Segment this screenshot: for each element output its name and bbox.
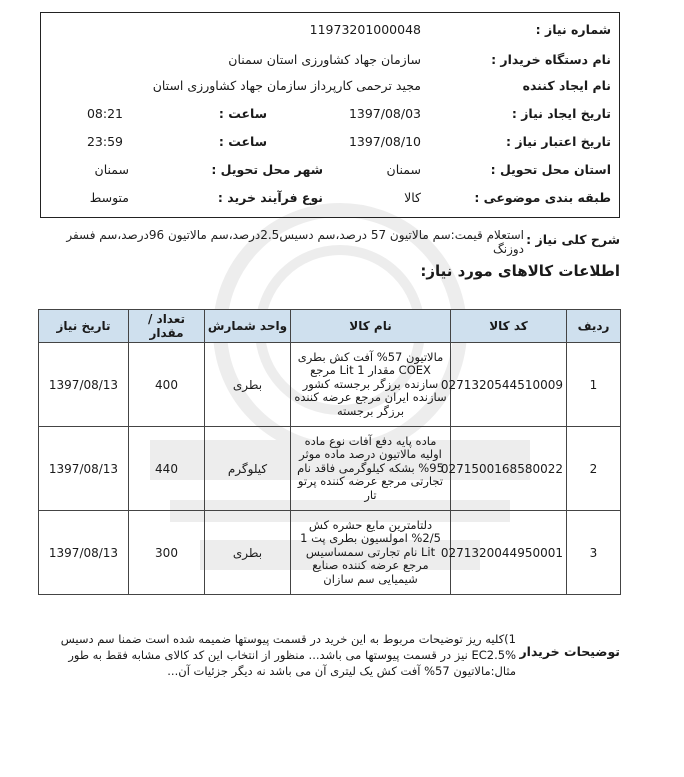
header-need-date: تاریخ نیاز xyxy=(39,310,129,343)
cell-goods-name: مالاتیون 57% آفت کش بطری COEX مقدار 1 Lit مرجع سازنده برزگر برجسته کشور سازنده ایران مرجع عرضه کننده برزگر برجسته xyxy=(291,343,451,427)
header-goods-name: نام کالا xyxy=(291,310,451,343)
category-row xyxy=(41,187,619,209)
city-label: شهر محل تحویل : xyxy=(211,162,323,177)
table-row xyxy=(39,343,621,427)
cell-goods-code: 0271500168580022 xyxy=(451,427,567,511)
process-value: متوسط xyxy=(89,190,129,205)
goods-section-title: اطلاعات کالاهای مورد نیاز: xyxy=(420,262,620,280)
description-text: استعلام قیمت:سم مالاتیون 57 درصد،سم دسیس2.5درصد،سم مالاتیون 96درصد،سم فسفر دوزنگ xyxy=(66,228,524,256)
table-header-row xyxy=(39,310,621,343)
created-date-row xyxy=(41,103,619,125)
creator-label: نام ایجاد کننده xyxy=(522,78,611,93)
province-label: استان محل تحویل : xyxy=(490,162,611,177)
header-goods-code: کد کالا xyxy=(451,310,567,343)
cell-goods-name: ماده پایه دفع آفات نوع ماده اولیه مالاتیون درصد ماده موثر 95% بشکه کیلوگرمی فاقد نام تجارتی مرجع عرضه کننده پرتو تار xyxy=(291,427,451,511)
goods-table xyxy=(38,309,621,595)
cell-unit: بطری xyxy=(205,343,291,427)
cell-quantity: 440 xyxy=(129,427,205,511)
description-label: شرح کلی نیاز : xyxy=(526,232,620,247)
buyer-notes-label: توضیحات خریدار xyxy=(519,644,620,659)
category-value: کالا xyxy=(404,190,421,205)
cell-need-date: 1397/08/13 xyxy=(39,511,129,595)
created-date-value: 1397/08/03 xyxy=(348,106,421,121)
cell-unit: کیلوگرم xyxy=(205,427,291,511)
buyer-org-row xyxy=(41,49,619,71)
category-label: طبقه بندی موضوعی : xyxy=(474,190,611,205)
header-row-number: ردیف xyxy=(567,310,621,343)
cell-quantity: 300 xyxy=(129,511,205,595)
created-time-value: 08:21 xyxy=(86,106,123,121)
cell-goods-code: 0271320544510009 xyxy=(451,343,567,427)
cell-unit: بطری xyxy=(205,511,291,595)
province-value: سمنان xyxy=(386,162,421,177)
validity-time-label: ساعت : xyxy=(218,134,267,149)
buyer-org-label: نام دستگاه خریدار : xyxy=(491,52,611,67)
need-number-row xyxy=(41,19,619,41)
validity-date-value: 1397/08/10 xyxy=(348,134,421,149)
cell-goods-name: دلتامترین مایع حشره کش 2/5% امولسیون بطری پت 1 Lit نام تجارتی سمساسیس مرجع عرضه کننده صنایع شیمیایی سم سازان xyxy=(291,511,451,595)
created-date-label: تاریخ ایجاد نیاز : xyxy=(511,106,611,121)
validity-date-label: تاریخ اعتبار نیاز : xyxy=(506,134,611,149)
validity-time-value: 23:59 xyxy=(86,134,123,149)
header-unit: واحد شمارش xyxy=(205,310,291,343)
header-quantity: تعداد / مقدار xyxy=(129,310,205,343)
cell-need-date: 1397/08/13 xyxy=(39,343,129,427)
creator-value: مجید ترحمی کارپرداز سازمان جهاد کشاورزی استان xyxy=(152,78,421,93)
buyer-org-value: سازمان جهاد کشاورزی استان سمنان xyxy=(228,52,421,67)
table-row xyxy=(39,427,621,511)
cell-row-number: 2 xyxy=(567,427,621,511)
table-row xyxy=(39,511,621,595)
city-value: سمنان xyxy=(94,162,129,177)
validity-date-row xyxy=(41,131,619,153)
need-number-value: 11973201000048 xyxy=(309,22,421,37)
created-time-label: ساعت : xyxy=(218,106,267,121)
need-number-label: شماره نیاز : xyxy=(535,22,611,37)
delivery-row xyxy=(41,159,619,181)
process-label: نوع فرآیند خرید : xyxy=(217,190,323,205)
creator-row xyxy=(41,75,619,97)
cell-goods-code: 0271320044950001 xyxy=(451,511,567,595)
cell-quantity: 400 xyxy=(129,343,205,427)
buyer-notes-text: 1)کلیه ریز توضیحات مربوط به این خرید در قسمت پیوستها ضمیمه شده است ضمنا سم دسیس EC2.5% نیز در قسمت پیوستها می باشد... منظور از انتخاب این کد کالای مشابه فقط به طور مثال:مالاتیون 57% آفت کش یک لیتری آن می باشد نه دیگر جزئیات آن... xyxy=(60,632,516,678)
cell-row-number: 1 xyxy=(567,343,621,427)
cell-need-date: 1397/08/13 xyxy=(39,427,129,511)
cell-row-number: 3 xyxy=(567,511,621,595)
need-info-box xyxy=(40,12,620,218)
